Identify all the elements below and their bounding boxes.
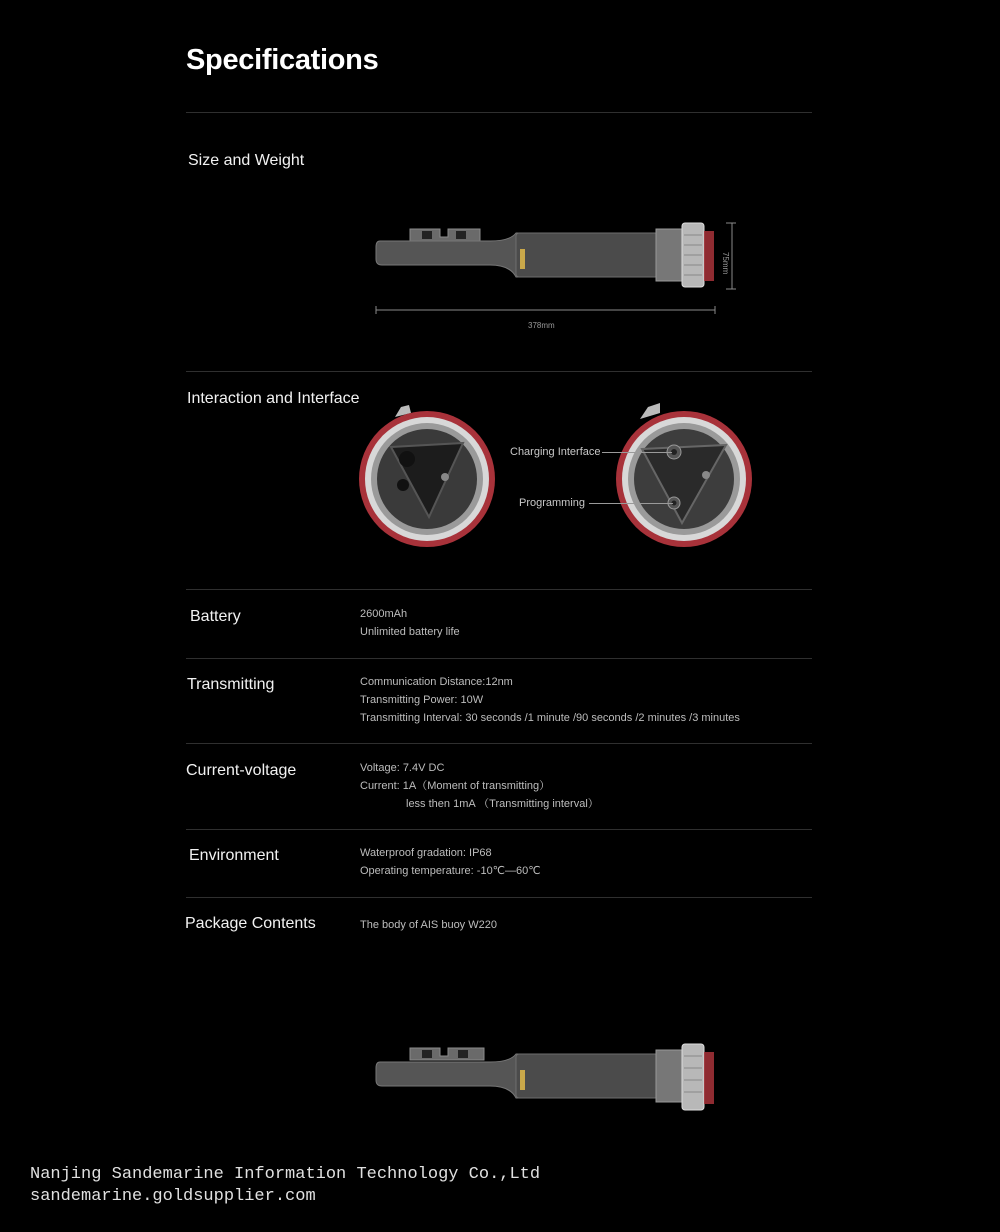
divider	[186, 371, 812, 372]
spec-line: Current: 1A（Moment of transmitting）	[360, 779, 551, 792]
section-label-size-weight: Size and Weight	[188, 152, 305, 169]
divider	[186, 897, 812, 898]
spec-line: Transmitting Power: 10W	[360, 693, 484, 706]
callout-charging-interface: Charging Interface	[510, 446, 601, 458]
divider	[186, 829, 812, 830]
spec-values-battery	[360, 606, 460, 642]
divider	[186, 658, 812, 659]
section-label-interaction: Interaction and Interface	[187, 390, 360, 407]
page-title: Specifications	[186, 44, 379, 76]
spec-line: The body of AIS buoy W220	[360, 919, 497, 931]
spec-values-current-voltage	[360, 760, 599, 813]
height-dimension-label: 75mm	[721, 252, 730, 275]
divider	[186, 589, 812, 590]
spec-label-transmitting: Transmitting	[187, 676, 275, 693]
spec-line: Transmitting Interval: 30 seconds /1 minute /90 seconds /2 minutes /3 minutes	[360, 711, 740, 724]
footer-company: Nanjing Sandemarine Information Technology Co.,Ltd	[30, 1165, 541, 1184]
spec-line: 2600mAh	[360, 608, 408, 620]
spec-label-package-contents: Package Contents	[185, 915, 316, 932]
callout-leader-line	[602, 452, 672, 453]
callout-leader-line	[589, 503, 673, 504]
divider	[186, 112, 812, 113]
spec-line: less then 1mA （Transmitting interval）	[406, 797, 599, 810]
spec-values-package-contents	[360, 917, 497, 935]
length-dimension-label: 378mm	[528, 321, 555, 330]
footer-site: sandemarine.goldsupplier.com	[30, 1187, 316, 1206]
buoy-package-illustration	[370, 1040, 730, 1120]
spec-line: Waterproof gradation: IP68	[360, 847, 492, 859]
spec-values-transmitting	[360, 674, 740, 727]
spec-line: Voltage: 7.4V DC	[360, 762, 445, 774]
spec-label-environment: Environment	[189, 847, 279, 864]
buoy-side-illustration	[370, 215, 750, 315]
spec-label-current-voltage: Current-voltage	[186, 762, 297, 779]
spec-line: Operating temperature: -10℃—60℃	[360, 864, 541, 877]
buoy-top-view-illustration	[355, 403, 500, 551]
spec-line: Communication Distance:12nm	[360, 676, 513, 688]
spec-label-battery: Battery	[190, 608, 241, 625]
divider	[186, 743, 812, 744]
buoy-interface-view-illustration	[612, 403, 757, 551]
spec-line: Unlimited battery life	[360, 625, 460, 638]
spec-values-environment	[360, 845, 541, 881]
callout-programming: Programming	[519, 497, 586, 509]
